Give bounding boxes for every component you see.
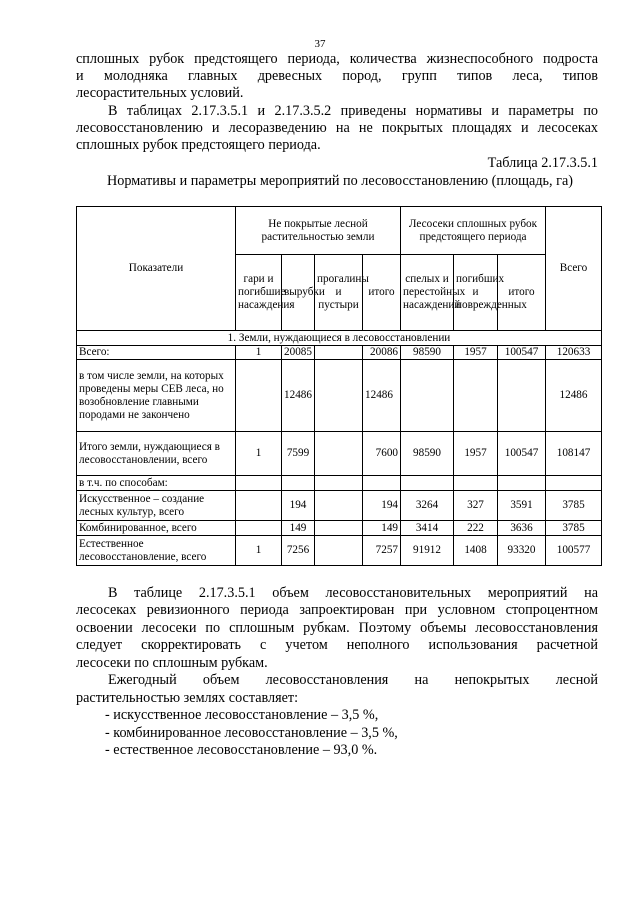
cell (315, 536, 363, 566)
header-subtotal-1: итого (363, 255, 401, 331)
table-label: Таблица 2.17.3.5.1 (487, 155, 598, 171)
intro-line-1: сплошных рубок предстоящего периода, количества жизнеспособного подроста (76, 51, 598, 67)
table-row (77, 360, 602, 432)
cell (454, 476, 498, 491)
cell: 91912 (401, 536, 454, 566)
cell: 3414 (401, 521, 454, 536)
cell (401, 476, 454, 491)
row-label: в том числе земли, на которых проведены меры СЕВ леса, но возобновление главными породами не закончено (77, 360, 236, 432)
table-row (77, 346, 602, 360)
cell: 100547 (498, 432, 546, 476)
cell: 1408 (454, 536, 498, 566)
table-row (77, 476, 602, 491)
bullet-item: - искусственное лесовосстановление – 3,5 %, (105, 707, 379, 723)
header-clearings: вырубки (282, 255, 315, 331)
header-group-uncovered: Не покрытые лесной растительностью земли (236, 207, 401, 255)
cell: 327 (454, 491, 498, 521)
header-group-clearcuts: Лесосеки сплошных рубок предстоящего периода (401, 207, 546, 255)
cell (546, 476, 602, 491)
cell: 222 (454, 521, 498, 536)
section-row (77, 331, 602, 346)
cell: 98590 (401, 346, 454, 360)
table-title: Нормативы и параметры мероприятий по лесовосстановлению (площадь, га) (107, 173, 573, 189)
cell: 194 (282, 491, 315, 521)
row-label: Всего: (77, 346, 236, 360)
row-label: в т.ч. по способам: (77, 476, 236, 491)
cell: 7600 (363, 432, 401, 476)
norms-table (76, 206, 602, 566)
para3-line-4: следует скорректировать с учетом неполного использования расчетной (76, 637, 598, 653)
table-row (77, 491, 602, 521)
cell (454, 360, 498, 432)
cell: 149 (282, 521, 315, 536)
cell (315, 521, 363, 536)
cell: 98590 (401, 432, 454, 476)
header-damaged: погибших и поврежденных (454, 255, 498, 331)
para2-line-3: сплошных рубок предстоящего периода. (76, 137, 321, 153)
cell (315, 476, 363, 491)
cell: 12486 (546, 360, 602, 432)
cell: 108147 (546, 432, 602, 476)
header-total: Всего (546, 207, 602, 331)
cell (315, 360, 363, 432)
cell: 100577 (546, 536, 602, 566)
cell: 1 (236, 536, 282, 566)
para2-line-2: лесовосстановлению и лесоразведению на не покрытых площадях и лесосеках (76, 120, 598, 136)
cell (236, 476, 282, 491)
cell (236, 360, 282, 432)
cell (315, 432, 363, 476)
cell: 3591 (498, 491, 546, 521)
cell: 1 (236, 432, 282, 476)
cell: 7256 (282, 536, 315, 566)
cell: 7257 (363, 536, 401, 566)
intro-line-3: лесорастительных условий. (76, 85, 244, 101)
cell: 120633 (546, 346, 602, 360)
para4-line-2: растительностью землях составляет: (76, 690, 299, 706)
row-label: Естественное лесовосстановление, всего (77, 536, 236, 566)
header-indicators: Показатели (77, 207, 236, 331)
cell: 1 (236, 346, 282, 360)
cell: 3785 (546, 521, 602, 536)
para3-line-5: лесосеки по сплошным рубкам. (76, 655, 268, 671)
para3-line-1: В таблице 2.17.3.5.1 объем лесовосстановительных мероприятий на (108, 585, 598, 601)
cell (282, 476, 315, 491)
header-subtotal-2: итого (498, 255, 546, 331)
para3-line-3: освоении лесосеки по сплошным рубкам. Поэтому объемы лесовосстановления (76, 620, 598, 636)
para4-line-1: Ежегодный объем лесовосстановления на непокрытых лесной (108, 672, 598, 688)
cell: 20086 (363, 346, 401, 360)
page-number: 37 (314, 38, 326, 50)
table-row (77, 536, 602, 566)
cell: 1957 (454, 432, 498, 476)
cell (315, 491, 363, 521)
para2-line-1: В таблицах 2.17.3.5.1 и 2.17.3.5.2 приведены нормативы и параметры по (108, 103, 598, 119)
cell: 1957 (454, 346, 498, 360)
table-row (77, 432, 602, 476)
cell: 7599 (282, 432, 315, 476)
row-label: Комбинированное, всего (77, 521, 236, 536)
cell: 3785 (546, 491, 602, 521)
cell: 149 (363, 521, 401, 536)
table-header-row-1 (77, 207, 602, 255)
cell (498, 360, 546, 432)
cell: 20085 (282, 346, 315, 360)
cell (498, 476, 546, 491)
cell (236, 491, 282, 521)
row-label: Итого земли, нуждающиеся в лесовосстановлении, всего (77, 432, 236, 476)
cell: 12486 (363, 360, 401, 432)
section-title: 1. Земли, нуждающиеся в лесовосстановлении (77, 331, 602, 346)
table-row (77, 521, 602, 536)
cell: 93320 (498, 536, 546, 566)
cell (236, 521, 282, 536)
header-burnt: гари и погибшие насаждения (236, 255, 282, 331)
cell: 3636 (498, 521, 546, 536)
cell: 12486 (282, 360, 315, 432)
header-mature: спелых и перестойных насаждений (401, 255, 454, 331)
cell: 100547 (498, 346, 546, 360)
bullet-item: - комбинированное лесовосстановление – 3,5 %, (105, 725, 398, 741)
cell: 194 (363, 491, 401, 521)
bullet-item: - естественное лесовосстановление – 93,0 %. (105, 742, 378, 758)
header-glades: прогалины и пустыри (315, 255, 363, 331)
cell (401, 360, 454, 432)
cell: 3264 (401, 491, 454, 521)
cell (363, 476, 401, 491)
intro-line-2: и молодняка главных древесных пород, групп типов леса, типов (76, 68, 598, 84)
para3-line-2: лесосеках ревизионного периода запроектирован при условном стопроцентном (76, 602, 598, 618)
cell (315, 346, 363, 360)
row-label: Искусственное – создание лесных культур, всего (77, 491, 236, 521)
